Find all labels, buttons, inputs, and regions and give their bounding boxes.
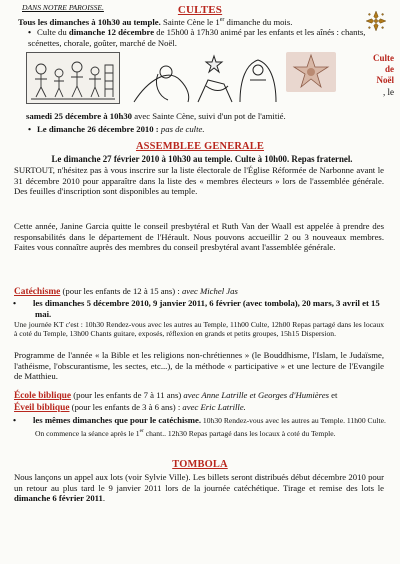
section-label: DANS NOTRE PAROISSE. — [22, 3, 104, 12]
catechisme-journee: Une journée KT c'est : 10h30 Rendez-vous avec les autres au Temple, 11h00 Culte, 12h00 Repas partagé dans les locaux à coté du Temple, 13h00 Chants guitare, exposés, réflexion en grands et petits groupes, 15h15 Dispersion. — [14, 320, 384, 339]
huguenot-cross-icon — [365, 10, 387, 37]
cultes-title: CULTES — [177, 4, 223, 16]
samedi-noel-line: samedi 25 décembre à 10h30 avec Sainte Cène, suivi d'un pot de l'amitié. — [26, 111, 286, 121]
assemblee-title: ASSEMBLEE GENERALE — [135, 141, 265, 152]
children-illustration — [26, 52, 120, 104]
bullet-dot: • — [28, 27, 32, 37]
assemblee-paragraph-2: Cette année, Janine Garcia quitte le conseil presbytéral et Ruth Van der Waall est appelée à prendre des responsabilités dans le département de l'Hérault. Nous pouvons accueillir 2 ou 3 nouveaux membres. Faites vous connaître auprès des membres du conseil presbytéral avant l'assemblée générale. — [14, 221, 384, 253]
catechisme-heading: Catéchisme (pour les enfants de 12 à 15 ans) : avec Michel Jas — [14, 286, 238, 297]
catechisme-dates: • les dimanches 5 décembre 2010, 9 janvier 2011, 6 février (avec tombola), 20 mars, 3 avril et 15 mai. — [13, 298, 380, 319]
assemblee-paragraph-1: SURTOUT, n'hésitez pas à vous inscrire sur la liste électorale de l'Église Réformée de Narbonne avant le 31 décembre 2010 pour apparaître dans la liste des « membres électeurs » lors de l'assemblée générale. Des feuilles d'inscription sont disponibles au temple. — [14, 165, 384, 197]
catechisme-programme: Programme de l'année « la Bible et les religions non-chrétiennes » (le Bouddhisme, l'Islam, le Judaïsme, l'athéisme, l'obscurantisme, les sectes, etc...), de la méthode « participative » et une lecture de l'Evangile de Matthieu. — [14, 350, 384, 382]
ecole-biblique-heading: École biblique (pour les enfants de 7 à 11 ans) avec Anne Latrille et Georges d'Humières et — [14, 390, 338, 401]
assemblee-lead: Le dimanche 27 février 2010 à 10h30 au temple. Culte à 10h00. Repas fraternel. — [51, 154, 353, 164]
culte-noel-label: Culte de Noël , le — [373, 53, 394, 97]
nativity-illustration — [128, 50, 284, 106]
bullet-dot: • — [28, 124, 32, 134]
ecole-bullet: • les mêmes dimanches que pour le catéchisme. 10h30 Rendez-vous avec les autres au Temple. 11h00 Culte. On commence la séance après le 1er chant.. 12h30 Repas partagé dans les locaux à coté du Temple. — [13, 415, 386, 438]
bullet-dot: • — [13, 298, 17, 308]
tombola-text: Nous lançons un appel aux lots (voir Sylvie Ville). Les billets seront distribués début décembre 2010 pour un retour au plus tard le 9 janvier 2011 lors de la journée catéchétique. Tirage et remise des lots le dimanche 6 février 2011. — [14, 472, 384, 504]
nativity-photo — [286, 52, 336, 92]
cultes-bullet-2: • Le dimanche 26 décembre 2010 : pas de culte. — [28, 124, 205, 134]
cultes-line-1: Tous les dimanches à 10h30 au temple. Sainte Cène le 1er dimanche du mois. — [18, 16, 293, 27]
tombola-title: TOMBOLA — [172, 459, 228, 470]
eveil-biblique-heading: Éveil biblique (pour les enfants de 3 à 6 ans) : avec Eric Latrille. — [14, 402, 246, 413]
bullet-dot: • — [13, 415, 17, 425]
cultes-bullet-1: • Culte du dimanche 12 décembre de 15h00 à 17h30 animé par les enfants et les aînés : chants, scénettes, chorale, goûter, marché de Noël. — [28, 27, 366, 48]
